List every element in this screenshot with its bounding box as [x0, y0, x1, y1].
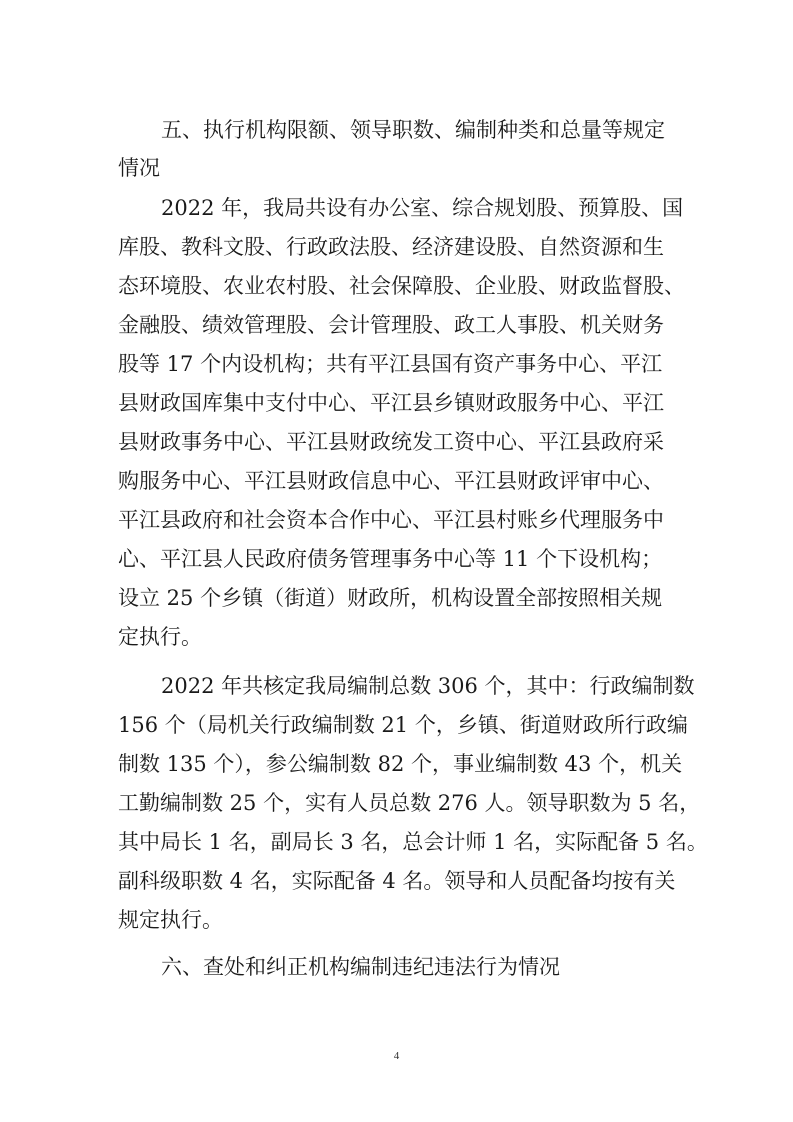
page-number: 4: [393, 1050, 400, 1062]
para2-line: 156 个（局机关行政编制数 21 个，乡镇、街道财政所行政编: [118, 713, 688, 737]
para1-line: 2022 年，我局共设有办公室、综合规划股、预算股、国: [161, 196, 684, 220]
section6-heading: 六、查处和纠正机构编制违纪违法行为情况: [161, 955, 560, 979]
para1-line: 定执行。: [118, 625, 202, 649]
para1-line: 县财政事务中心、平江县财政统发工资中心、平江县政府采: [118, 430, 664, 454]
para2-line: 工勤编制数 25 个，实有人员总数 276 人。领导职数为 5 名，: [118, 791, 701, 815]
para1-line: 县财政国库集中支付中心、平江县乡镇财政服务中心、平江: [118, 391, 664, 415]
para1-line: 库股、教科文股、行政政法股、经济建设股、自然资源和生: [118, 235, 664, 259]
para1-line: 设立 25 个乡镇（街道）财政所，机构设置全部按照相关规: [118, 586, 663, 610]
para1-line: 态环境股、农业农村股、社会保障股、企业股、财政监督股、: [118, 274, 685, 298]
para1-line: 股等 17 个内设机构；共有平江县国有资产事务中心、平江: [118, 352, 663, 376]
para2-line: 副科级职数 4 名，实际配备 4 名。领导和人员配备均按有关: [118, 869, 676, 893]
para1-line: 金融股、绩效管理股、会计管理股、政工人事股、机关财务: [118, 313, 664, 337]
para2-line: 规定执行。: [118, 908, 223, 932]
para1-line: 心、平江县人民政府债务管理事务中心等 11 个下设机构；: [118, 547, 663, 571]
para1-line: 平江县政府和社会资本合作中心、平江县村账乡代理服务中: [118, 508, 664, 532]
para2-line: 制数 135 个），参公编制数 82 个，事业编制数 43 个，机关: [118, 752, 683, 776]
para2-line: 2022 年共核定我局编制总数 306 个，其中：行政编制数: [161, 674, 695, 698]
section5-heading-line2: 情况: [118, 156, 160, 180]
section5-heading-line1: 五、执行机构限额、领导职数、编制种类和总量等规定: [161, 118, 665, 142]
para1-line: 购服务中心、平江县财政信息中心、平江县财政评审中心、: [118, 469, 664, 493]
para2-line: 其中局长 1 名，副局长 3 名，总会计师 1 名，实际配备 5 名。: [118, 830, 708, 854]
